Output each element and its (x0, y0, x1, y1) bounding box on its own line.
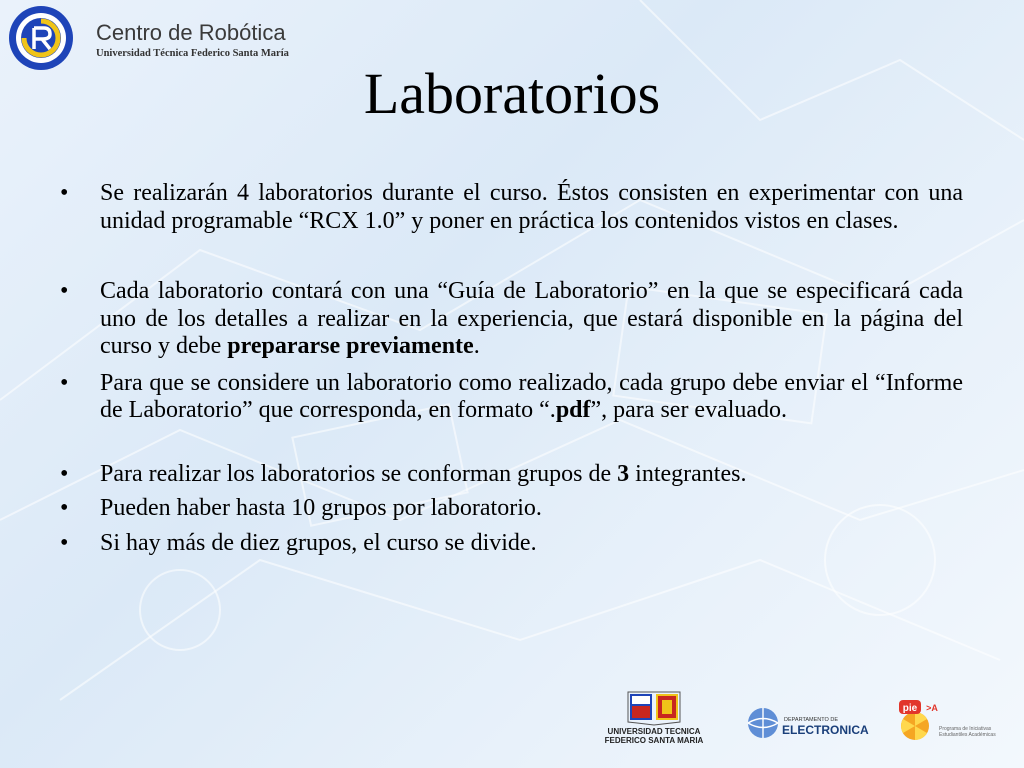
bullet-text: integrantes. (629, 460, 747, 487)
bullet-text: Si hay más de diez grupos, el curso se divide. (100, 529, 537, 556)
bullet-item (60, 495, 963, 523)
bullet-text: Se realizarán 4 laboratorios durante el curso. Éstos consisten en experimentar con una unidad programable “RCX 1.0” y poner en práctica los contenidos vistos en clases. (100, 180, 963, 234)
bullet-text: Para que se considere un laboratorio como realizado, cada grupo debe enviar el “Informe de Laboratorio” que corresponda, en formato “. (100, 369, 963, 423)
bullet-item (60, 278, 963, 361)
piea-badge-text: pie (902, 703, 918, 714)
bullet-text: ”, para ser evaluado. (590, 397, 788, 423)
brand-subtitle: Universidad Técnica Federico Santa María (96, 48, 289, 59)
bullet-item (60, 370, 963, 425)
bullet-text: Para realizar los laboratorios se conforman grupos de (100, 460, 618, 487)
bullet-text-bold: 3 (617, 460, 630, 487)
utfsm-name-line1: UNIVERSIDAD TECNICA (607, 727, 701, 736)
brand-name: Centro de Robótica (96, 20, 286, 45)
electronica-department: DEPARTAMENTO DE (784, 717, 838, 723)
piea-arrow-text: >A (926, 703, 938, 713)
utfsm-logo (598, 690, 710, 750)
piea-logo-icon (895, 698, 939, 742)
bullet-text-bold: pdf (555, 397, 591, 423)
utfsm-name (598, 727, 710, 745)
bullet-item (60, 461, 963, 489)
bullet-text: Pueden haber hasta 10 grupos por laboratorio. (100, 495, 542, 521)
electronica-logo (746, 700, 869, 745)
bullet-text-bold: prepararse previamente (227, 333, 474, 359)
bullet-item (60, 180, 963, 235)
piea-description: Programa de Iniciativas Estudiantiles Académicas (939, 726, 996, 738)
piea-logo (895, 698, 1020, 748)
electronica-name: ELECTRONICA (782, 723, 869, 737)
bullet-text: . (473, 333, 480, 359)
electronica-globe-icon (746, 706, 780, 740)
bullet-item (60, 530, 963, 558)
slide-title: Laboratorios (363, 61, 661, 126)
bullet-text: Cada laboratorio contará con una “Guía de Laboratorio” en la que se especificará cada uno de los detalles a realizar en la experiencia, que estará disponible en la página del curso y debe (100, 278, 963, 359)
utfsm-name-line2: FEDERICO SANTA MARIA (604, 736, 704, 745)
bullet-list (60, 180, 963, 564)
utfsm-shield-icon (598, 690, 710, 726)
